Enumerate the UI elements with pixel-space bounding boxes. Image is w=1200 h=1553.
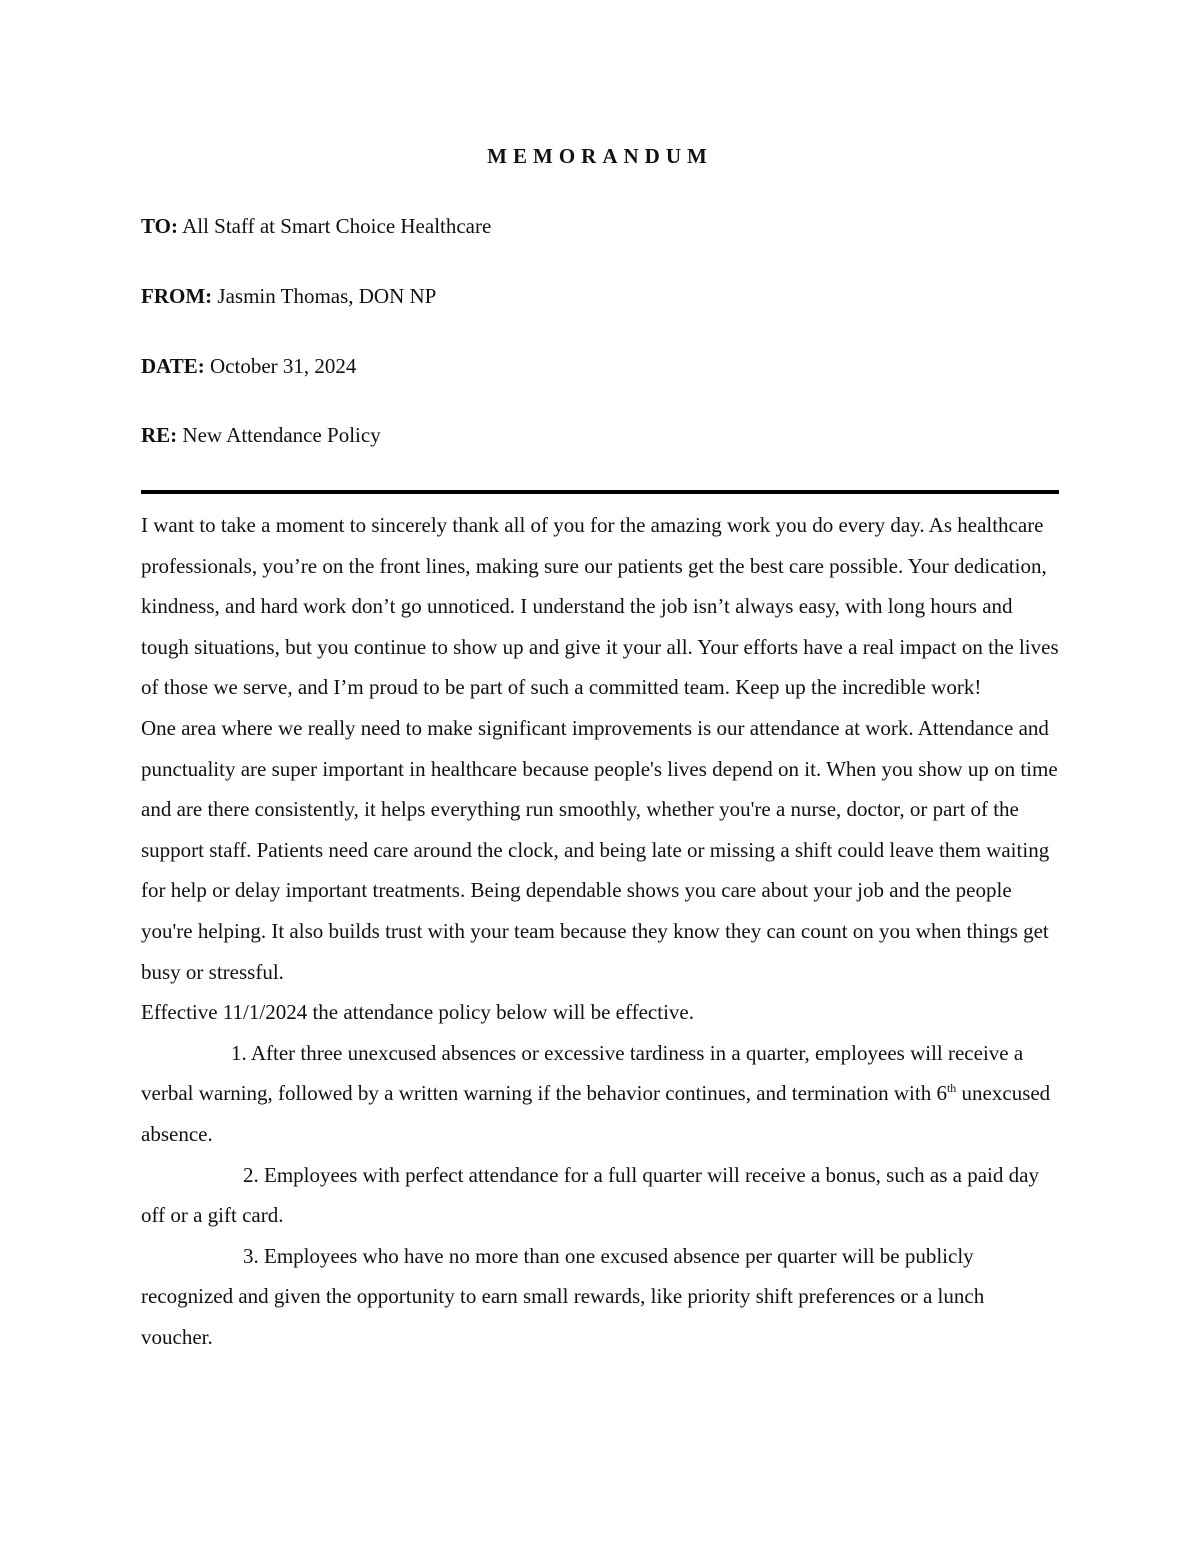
re-label: RE: (141, 423, 178, 447)
policy-item-3: 3. Employees who have no more than one excused absence per quarter will be publicly recognized and given the opportunity to earn small rewards, like priority shift preferences or a lunch voucher. (141, 1243, 985, 1349)
policy-item-1 (141, 1033, 1061, 1155)
memo-body (141, 505, 1061, 1357)
memo-title: MEMORANDUM (487, 144, 713, 168)
to-value: All Staff at Smart Choice Healthcare (182, 214, 492, 238)
policy-item-2: 2. Employees with perfect attendance for a full quarter will receive a bonus, such as a paid day off or a gift card. (141, 1162, 1039, 1228)
date-value: October 31, 2024 (210, 354, 357, 378)
policy-item-1-superscript: th (946, 1081, 957, 1096)
from-label: FROM: (141, 284, 213, 308)
to-label: TO: (141, 214, 178, 238)
re-line (141, 422, 381, 448)
body-paragraph-attendance: One area where we really need to make significant improvements is our attendance at work. Attendance and punctuality are super important in healthcare because people's lives depend on it. When you show up on time and are there consistently, it helps everything run smoothly, whether you're a nurse, doctor, or part of the support staff. Patients need care around the clock, and being late or missing a shift could leave them waiting for help or delay important treatments. Being dependable shows you care about your job and the people you're helping. It also builds trust with your team because they know they can count on you when things get busy or stressful. (141, 715, 1058, 984)
date-label: DATE: (141, 354, 205, 378)
body-paragraph-thanks: I want to take a moment to sincerely thank all of you for the amazing work you do every day. As healthcare professionals, you’re on the front lines, making sure our patients get the best care possible. Your dedication, kindness, and hard work don’t go unnoticed. I understand the job isn’t always easy, with long hours and tough situations, but you continue to show up and give it your all. Your efforts have a real impact on the lives of those we serve, and I’m proud to be part of such a committed team. Keep up the incredible work! (141, 513, 1059, 700)
policy-item-1-text: 1. After three unexcused absences or excessive tardiness in a quarter, employees will receive a verbal warning, followed by a written warning if the behavior continues, and termination with 6 (141, 1040, 1024, 1106)
from-line (141, 283, 436, 309)
body-paragraph-effective: Effective 11/1/2024 the attendance policy below will be effective. (141, 1000, 694, 1025)
policy-item-1-end: unexcused absence. (141, 1081, 1051, 1146)
re-value: New Attendance Policy (182, 423, 381, 447)
date-line (141, 353, 356, 379)
from-value: Jasmin Thomas, DON NP (217, 284, 437, 308)
to-line (141, 213, 491, 239)
header-divider (141, 490, 1059, 494)
